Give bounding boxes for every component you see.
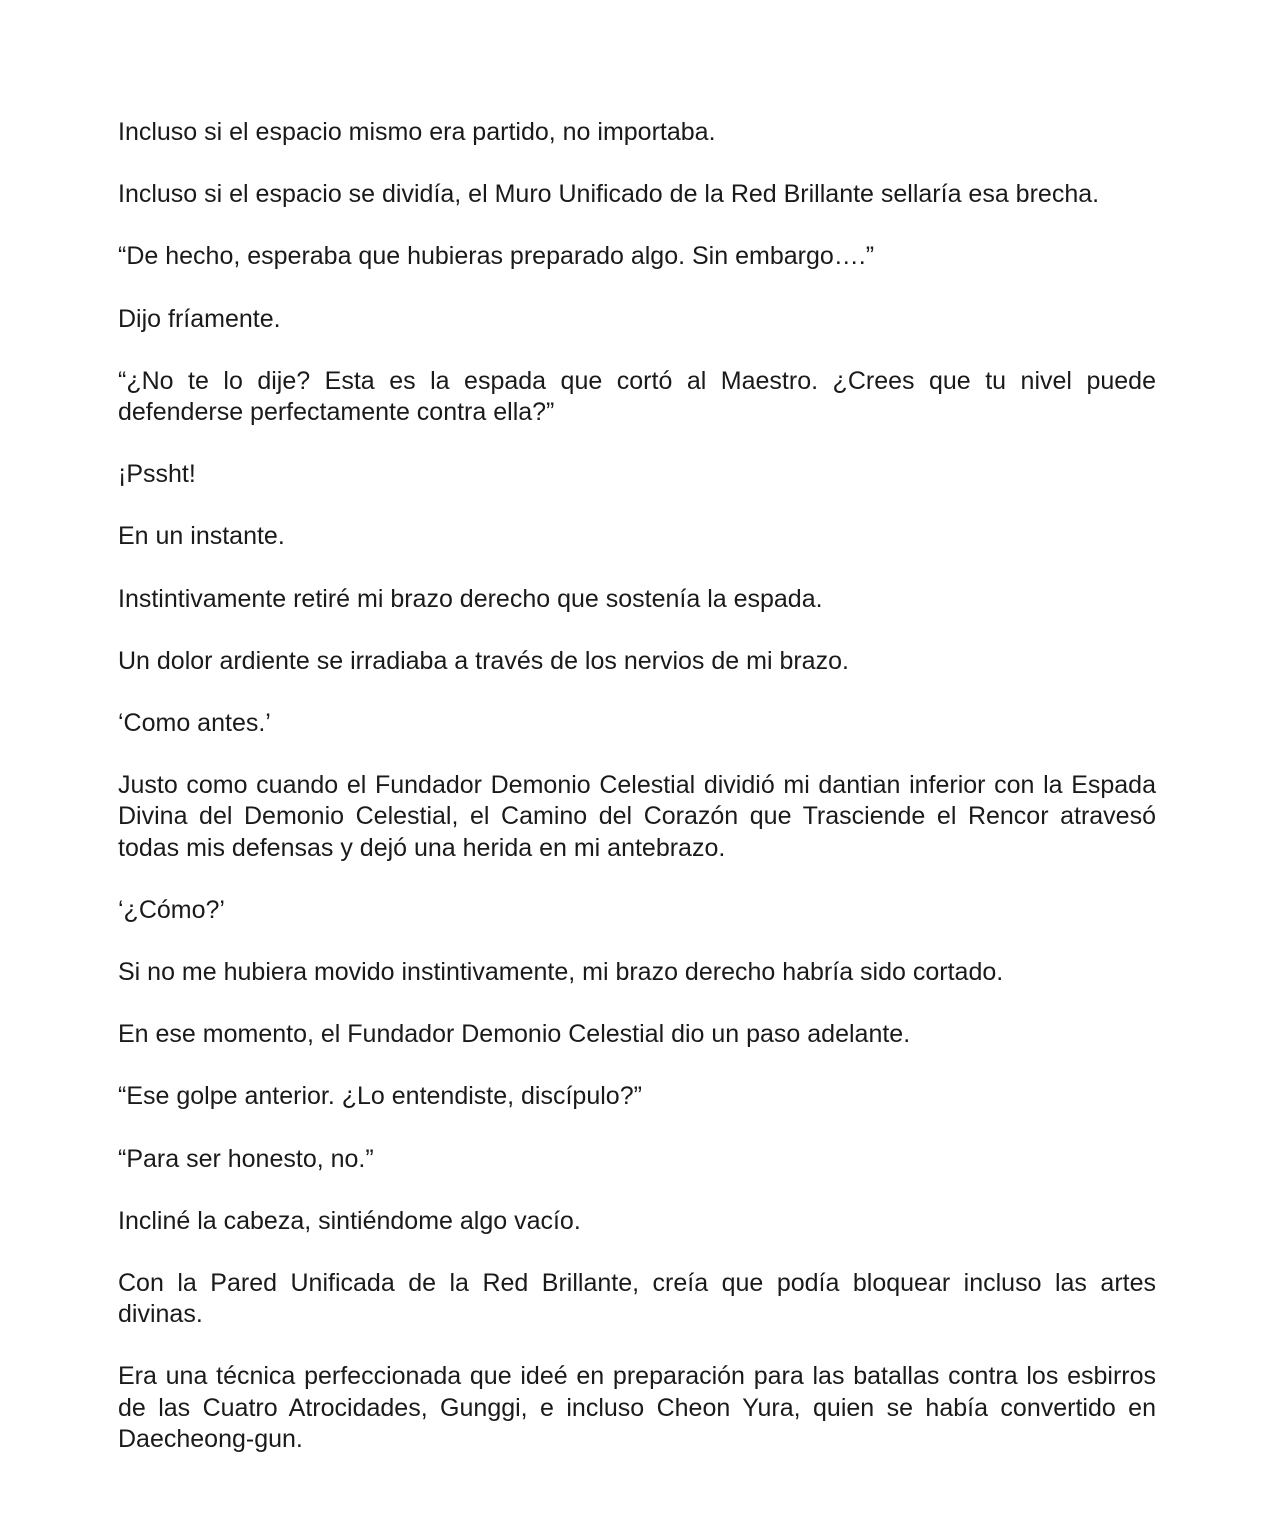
paragraph: “Para ser honesto, no.” [118, 1144, 374, 1173]
paragraph: Con la Pared Unificada de la Red Brillante, creía que podía bloquear incluso las artes divinas. [118, 1269, 1156, 1329]
paragraph: “¿No te lo dije? Esta es la espada que cortó al Maestro. ¿Crees que tu nivel puede defenderse perfectamente contra ella?” [118, 366, 1156, 427]
paragraph: Dijo fríamente. [118, 304, 281, 333]
paragraph: En ese momento, el Fundador Demonio Celestial dio un paso adelante. [118, 1020, 911, 1049]
document-page [118, 117, 1156, 1486]
paragraph: Incluso si el espacio mismo era partido, no importaba. [118, 118, 716, 146]
paragraph: Instintivamente retiré mi brazo derecho que sostenía la espada. [118, 584, 823, 613]
paragraph: ¡Pssht! [118, 460, 196, 489]
paragraph: “De hecho, esperaba que hubieras preparado algo. Sin embargo….” [118, 242, 875, 271]
paragraph: Incluso si el espacio se dividía, el Muro Unificado de la Red Brillante sellaría esa brecha. [118, 180, 1100, 209]
paragraph: Incliné la cabeza, sintiéndome algo vacío. [118, 1206, 581, 1235]
paragraph: ‘¿Cómo?’ [118, 895, 225, 924]
paragraph: En un instante. [118, 522, 285, 551]
paragraph: Era una técnica perfeccionada que ideé en preparación para las batallas contra los esbirros de las Cuatro Atrocidades, Gunggi, e incluso Cheon Yura, quien se había convertido en Daecheong-gun. [118, 1362, 1156, 1453]
paragraph: ‘Como antes.’ [118, 709, 271, 738]
paragraph: Justo como cuando el Fundador Demonio Celestial dividió mi dantian inferior con la Espada Divina del Demonio Celestial, el Camino del Corazón que Trasciende el Rencor atravesó todas mis defensas y dejó una herida en mi antebrazo. [118, 771, 1156, 862]
paragraph: “Ese golpe anterior. ¿Lo entendiste, discípulo?” [118, 1082, 642, 1111]
paragraph: Un dolor ardiente se irradiaba a través de los nervios de mi brazo. [118, 646, 849, 675]
paragraph: Si no me hubiera movido instintivamente, mi brazo derecho habría sido cortado. [118, 958, 1004, 987]
